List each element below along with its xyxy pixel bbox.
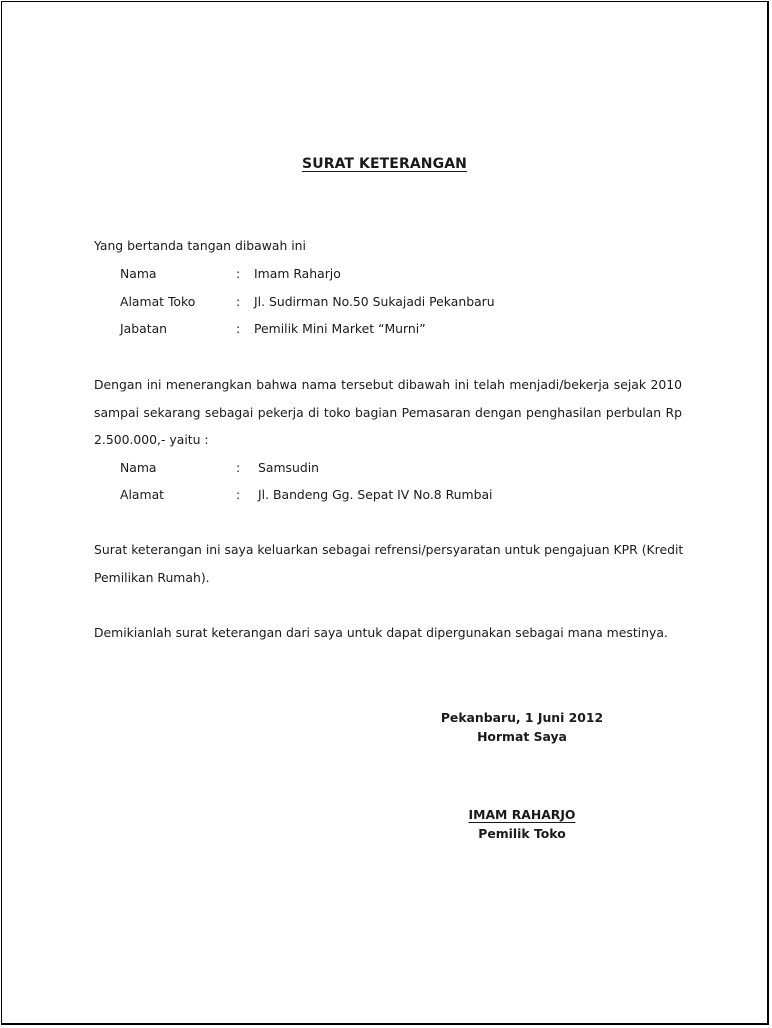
letter-page <box>1 1 769 1025</box>
field-label: Nama <box>120 266 157 281</box>
purpose-line-2: Pemilikan Rumah). <box>94 570 210 585</box>
field-label: Nama <box>120 460 157 475</box>
field-colon: : <box>236 487 241 502</box>
field-value: Jl. Sudirman No.50 Sukajadi Pekanbaru <box>254 294 495 309</box>
signer-position: Pemilik Toko <box>478 826 566 841</box>
statement-line-1: Dengan ini menerangkan bahwa nama tersebut dibawah ini telah menjadi/bekerja sejak 2010 <box>94 377 682 392</box>
salutation: Hormat Saya <box>477 729 567 744</box>
statement-line-2: sampai sekarang sebagai pekerja di toko bagian Pemasaran dengan penghasilan perbulan Rp <box>94 405 682 420</box>
field-value: Pemilik Mini Market “Murni” <box>254 321 426 336</box>
closing-text: Demikianlah surat keterangan dari saya untuk dapat dipergunakan sebagai mana mestinya. <box>94 625 668 640</box>
field-value: Imam Raharjo <box>254 266 341 281</box>
field-colon: : <box>236 294 241 309</box>
letter-title: SURAT KETERANGAN <box>302 156 467 172</box>
field-label: Alamat <box>120 487 165 502</box>
place-date: Pekanbaru, 1 Juni 2012 <box>440 710 604 725</box>
signer-name-text: IMAM RAHARJO <box>468 807 576 822</box>
statement-line-3: 2.500.000,- yaitu : <box>94 432 209 447</box>
field-value: Jl. Bandeng Gg. Sepat IV No.8 Rumbai <box>258 487 493 502</box>
field-label: Alamat Toko <box>120 294 196 309</box>
field-colon: : <box>236 460 241 475</box>
field-label: Jabatan <box>120 321 168 336</box>
intro-text: Yang bertanda tangan dibawah ini <box>94 238 306 253</box>
field-colon: : <box>236 266 241 281</box>
field-value: Samsudin <box>258 460 319 475</box>
signer-name <box>407 807 637 822</box>
field-colon: : <box>236 321 241 336</box>
purpose-line-1: Surat keterangan ini saya keluarkan sebagai refrensi/persyaratan untuk pengajuan KPR (Kredit <box>94 542 684 557</box>
